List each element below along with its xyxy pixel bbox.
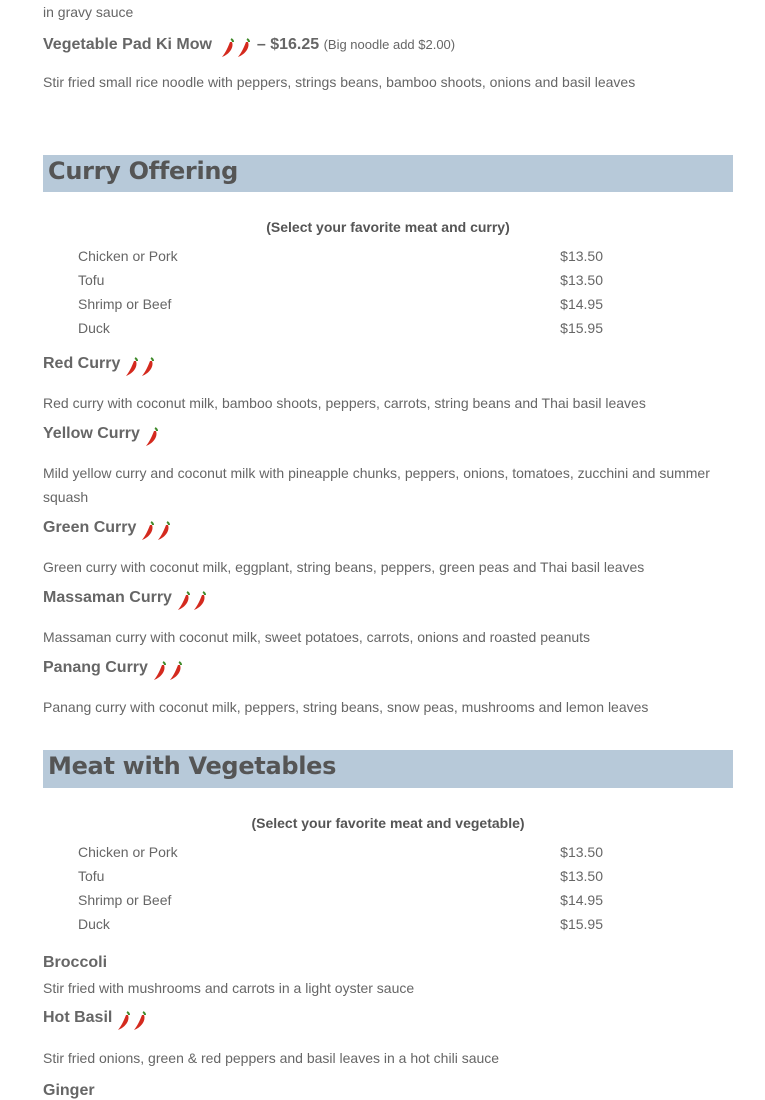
dish-yellow-curry (43, 425, 160, 448)
dish-name: Panang Curry (43, 659, 148, 676)
price-row-name: Shrimp or Beef (78, 892, 172, 908)
dish-description: Red curry with coconut milk, bamboo shoots, peppers, carrots, string beans and Thai basil leaves (43, 395, 646, 411)
section-header-meat-vegetables (43, 750, 733, 788)
chili-pepper-icon (140, 520, 172, 542)
dish-description: Stir fried with mushrooms and carrots in a light oyster sauce (43, 980, 415, 996)
section-title: Curry Offering (48, 157, 239, 185)
price-row-price: $13.50 (560, 868, 603, 884)
section-title: Meat with Vegetables (48, 752, 337, 780)
price-row-price: $13.50 (560, 248, 603, 264)
dish-note: (Big noodle add $2.00) (323, 37, 456, 52)
price-row-name: Chicken or Pork (78, 248, 178, 264)
dish-name: Massaman Curry (43, 589, 172, 606)
chili-pepper-icon (152, 660, 184, 682)
price-row-name: Tofu (78, 868, 105, 884)
price-row-name: Tofu (78, 272, 105, 288)
dish-hot-basil (43, 1009, 148, 1032)
dish-description: Stir fried onions, green & red peppers and basil leaves in a hot chili sauce (43, 1050, 500, 1066)
curry-select-note: (Select your favorite meat and curry) (266, 219, 510, 235)
chili-pepper-icon (144, 426, 160, 448)
price-row-name: Duck (78, 916, 110, 932)
price-row-price: $15.95 (560, 320, 603, 336)
dish-name: Green Curry (43, 519, 137, 536)
dish-broccoli: Broccoli (43, 954, 108, 971)
price-row-price: $13.50 (560, 844, 603, 860)
dish-description: Green curry with coconut milk, eggplant, string beans, peppers, green peas and Thai basil leaves (43, 559, 645, 575)
dish-price: – $16.25 (256, 36, 320, 53)
section-header-curry (43, 155, 733, 192)
chili-pepper-icon (220, 37, 252, 59)
dish-description: Massaman curry with coconut milk, sweet potatoes, carrots, onions and roasted peanuts (43, 629, 591, 645)
dish-ginger: Ginger (43, 1082, 95, 1099)
dish-green-curry (43, 519, 172, 542)
dish-description-continued: squash (43, 489, 89, 505)
dish-red-curry (43, 355, 156, 378)
dish-description: Panang curry with coconut milk, peppers, string beans, snow peas, mushrooms and lemon leaves (43, 699, 649, 715)
dish-pad-ki-mow (43, 36, 455, 59)
dish-name: Hot Basil (43, 1009, 113, 1026)
price-row-name: Shrimp or Beef (78, 296, 172, 312)
price-row-price: $14.95 (560, 892, 603, 908)
price-row-price: $13.50 (560, 272, 603, 288)
dish-panang-curry (43, 659, 184, 682)
dish-description: Stir fried small rice noodle with peppers, strings beans, bamboo shoots, onions and basil leaves (43, 74, 636, 90)
price-row-price: $14.95 (560, 296, 603, 312)
price-row-price: $15.95 (560, 916, 603, 932)
price-row-name: Chicken or Pork (78, 844, 178, 860)
dish-description: Mild yellow curry and coconut milk with pineapple chunks, peppers, onions, tomatoes, zucchini and summer (43, 465, 710, 481)
chili-pepper-icon (116, 1010, 148, 1032)
chili-pepper-icon (176, 590, 208, 612)
dish-massaman-curry (43, 589, 208, 612)
dish-name: Red Curry (43, 355, 121, 372)
chili-pepper-icon (124, 356, 156, 378)
price-row-name: Duck (78, 320, 110, 336)
gravy-sauce-text: in gravy sauce (43, 4, 134, 20)
dish-name: Yellow Curry (43, 425, 140, 442)
meat-select-note: (Select your favorite meat and vegetable) (251, 815, 525, 831)
dish-name: Vegetable Pad Ki Mow (43, 36, 212, 53)
